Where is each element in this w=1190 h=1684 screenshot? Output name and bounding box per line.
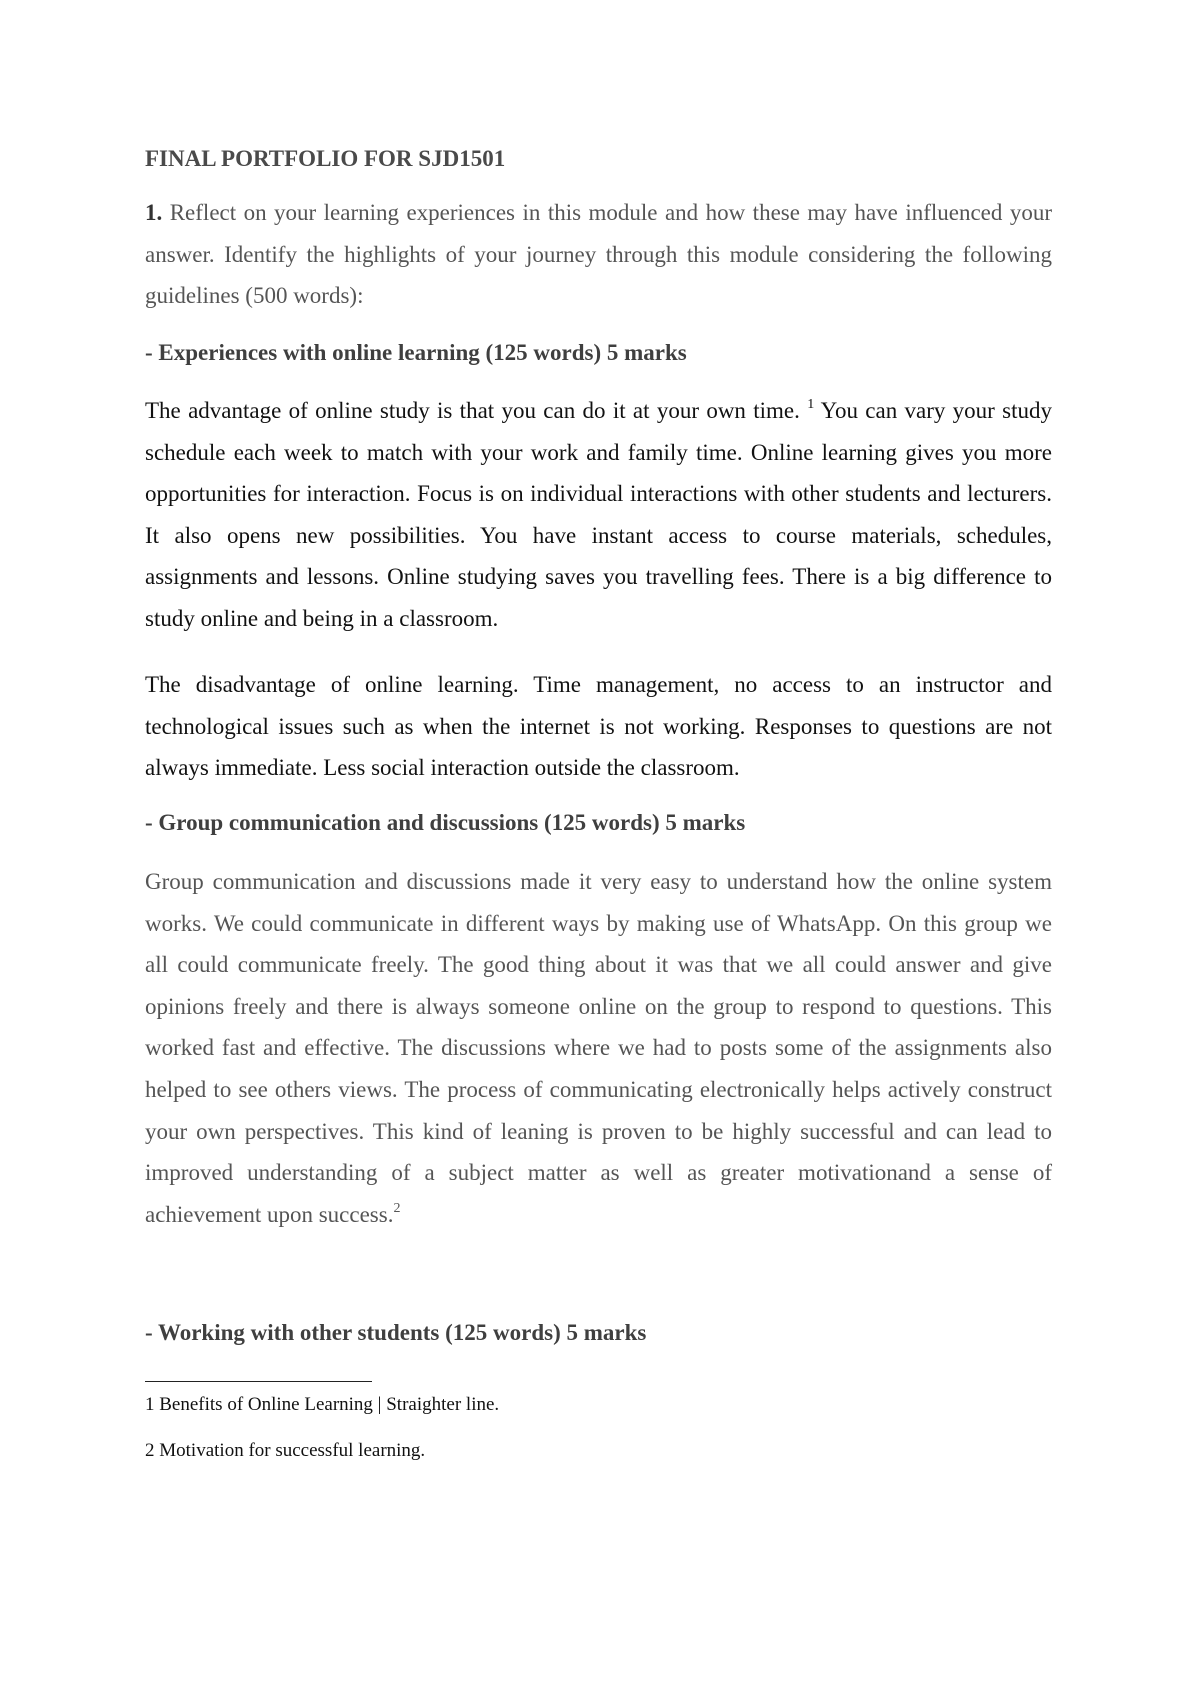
section-heading-online-learning: - Experiences with online learning (125 words) 5 marks <box>145 340 687 365</box>
advantages-text-part-1: The advantage of online study is that you can do it at your own time. <box>145 398 800 423</box>
footnote-divider <box>145 1381 372 1382</box>
online-learning-disadvantages-paragraph: The disadvantage of online learning. Time management, no access to an instructor and technological issues such as when the internet is not working. Responses to questions are not always immediate. Less social interaction outside the classroom. <box>145 672 1052 781</box>
footnote-2: 2 Motivation for successful learning. <box>145 1440 426 1461</box>
group-communication-paragraph <box>145 861 1052 1235</box>
online-learning-advantages-paragraph <box>145 390 1052 640</box>
page-title: FINAL PORTFOLIO FOR SJD1501 <box>145 146 506 171</box>
question-paragraph <box>145 192 1052 317</box>
footnote-ref-1: 1 <box>807 397 815 412</box>
question-number: 1. <box>145 200 163 225</box>
section-heading-group-communication: - Group communication and discussions (125 words) 5 marks <box>145 810 746 835</box>
question-text: Reflect on your learning experiences in this module and how these may have influenced your answer. Identify the highlights of your journey through this module considering the following guidelines (500 words): <box>145 200 1053 309</box>
group-communication-text: Group communication and discussions made it very easy to understand how the online system works. We could communicate in different ways by making use of WhatsApp. On this group we all could communicate freely. The good thing about it was that we all could answer and give opinions freely and there is always someone online on the group to respond to questions. This worked fast and effective. The discussions where we had to posts some of the assignments also helped to see others views. The process of communicating electronically helps actively construct your own perspectives. This kind of leaning is proven to be highly successful and can lead to improved understanding of a subject matter as well as greater motivationand a sense of achievement upon success. <box>145 869 1052 1227</box>
footnote-1: 1 Benefits of Online Learning | Straighter line. <box>145 1394 500 1415</box>
section-heading-working-with-students: - Working with other students (125 words) 5 marks <box>145 1320 647 1345</box>
advantages-text-part-2: You can vary your study schedule each week to match with your work and family time. Online learning gives you more opportunities for interaction. Focus is on individual interactions with other students and lecturers. It also opens new possibilities. You have instant access to course materials, schedules, assignments and lessons. Online studying saves you travelling fees. There is a big difference to study online and being in a classroom. <box>145 398 1052 631</box>
footnote-ref-2: 2 <box>393 1200 401 1216</box>
